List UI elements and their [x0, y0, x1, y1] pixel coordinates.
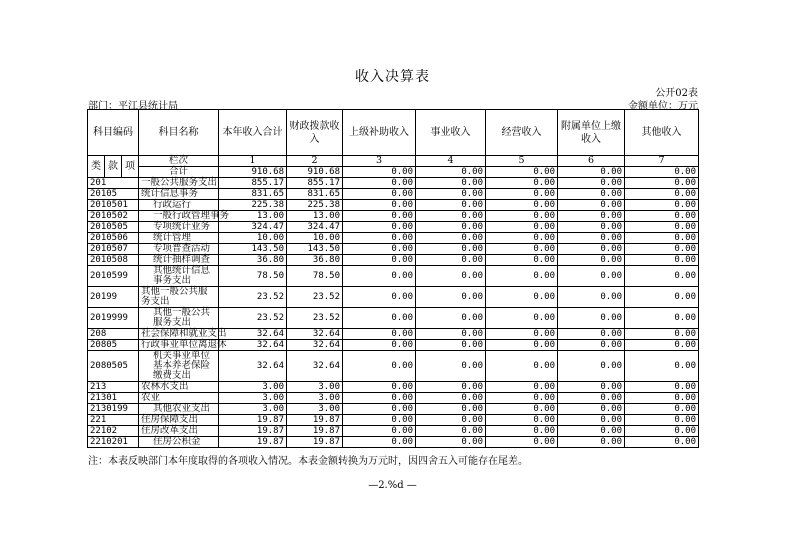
row-value: 0.00: [416, 340, 486, 351]
row-value: 0.00: [558, 415, 625, 426]
row-value: 0.00: [416, 426, 486, 437]
row-code: 20199: [88, 287, 139, 308]
header-total: 本年收入合计: [219, 110, 287, 156]
row-value: 0.00: [625, 437, 699, 448]
row-value: 855.17: [219, 178, 287, 189]
row-value: 3.00: [287, 382, 343, 393]
row-name: 一般公共服务支出: [139, 178, 219, 189]
total-cell: 0.00: [486, 167, 558, 178]
total-cell: 910.68: [219, 167, 287, 178]
row-value: 0.00: [416, 437, 486, 448]
row-code: 2010505: [88, 222, 139, 233]
row-value: 0.00: [486, 222, 558, 233]
table-row: [88, 189, 699, 200]
row-name: 其他统计信息事务支出: [139, 266, 219, 287]
row-code: 20805: [88, 340, 139, 351]
header-xiang: 项: [122, 156, 139, 178]
row-value: 0.00: [416, 255, 486, 266]
row-value: 0.00: [486, 415, 558, 426]
row-value: 0.00: [486, 189, 558, 200]
row-value: 0.00: [625, 329, 699, 340]
row-value: 0.00: [343, 382, 416, 393]
row-value: 32.64: [219, 329, 287, 340]
table-row: [88, 255, 699, 266]
amount-unit-label: 金额单位：万元: [628, 101, 698, 112]
row-value: 0.00: [558, 211, 625, 222]
lanci-col: 6: [558, 156, 625, 167]
row-value: 0.00: [486, 233, 558, 244]
row-value: 0.00: [625, 351, 699, 382]
row-value: 0.00: [343, 415, 416, 426]
department-label: 部门：平江县统计局: [88, 101, 178, 112]
row-value: 78.50: [219, 266, 287, 287]
row-value: 32.64: [287, 329, 343, 340]
row-value: 0.00: [343, 404, 416, 415]
total-cell: 0.00: [343, 167, 416, 178]
row-value: 0.00: [558, 351, 625, 382]
header-superior: 上级补助收入: [343, 110, 416, 156]
row-value: 0.00: [558, 287, 625, 308]
row-value: 19.87: [287, 437, 343, 448]
row-name: 农业: [139, 393, 219, 404]
table-row: [88, 404, 699, 415]
total-cell: 0.00: [416, 167, 486, 178]
row-value: 0.00: [558, 308, 625, 329]
row-value: 0.00: [343, 287, 416, 308]
row-name: 统计信息事务: [139, 189, 219, 200]
header-code: 科目编码: [88, 110, 139, 156]
row-value: 0.00: [486, 255, 558, 266]
table-row: [88, 178, 699, 189]
row-value: 0.00: [558, 200, 625, 211]
row-code: 2080505: [88, 351, 139, 382]
row-value: 143.50: [287, 244, 343, 255]
table-row: [88, 266, 699, 287]
header-business: 事业收入: [416, 110, 486, 156]
row-code: 2010508: [88, 255, 139, 266]
row-value: 3.00: [219, 393, 287, 404]
table-row: [88, 437, 699, 448]
row-code: 208: [88, 329, 139, 340]
row-name: 一般行政管理事务: [139, 211, 219, 222]
row-value: 0.00: [416, 244, 486, 255]
lanci-label: 栏次: [139, 156, 219, 167]
row-value: 36.80: [219, 255, 287, 266]
total-cell: 0.00: [625, 167, 699, 178]
row-value: 0.00: [625, 340, 699, 351]
row-value: 10.00: [287, 233, 343, 244]
table-row: [88, 244, 699, 255]
row-value: 36.80: [287, 255, 343, 266]
row-value: 0.00: [625, 211, 699, 222]
row-value: 0.00: [416, 200, 486, 211]
row-value: 0.00: [486, 244, 558, 255]
row-value: 13.00: [219, 211, 287, 222]
row-code: 201: [88, 178, 139, 189]
row-value: 0.00: [343, 351, 416, 382]
row-name: 行政事业单位离退休: [139, 340, 219, 351]
form-number: 公开02表: [655, 88, 698, 99]
row-value: 0.00: [416, 329, 486, 340]
row-value: 0.00: [416, 393, 486, 404]
row-value: 0.00: [416, 266, 486, 287]
row-value: 0.00: [486, 393, 558, 404]
row-value: 0.00: [343, 189, 416, 200]
row-name: 住房改革支出: [139, 426, 219, 437]
row-value: 0.00: [558, 340, 625, 351]
row-value: 0.00: [486, 437, 558, 448]
table-row: [88, 287, 699, 308]
row-value: 0.00: [343, 233, 416, 244]
row-value: 0.00: [625, 178, 699, 189]
row-value: 0.00: [558, 393, 625, 404]
row-value: 0.00: [416, 189, 486, 200]
row-value: 19.87: [287, 426, 343, 437]
row-value: 3.00: [287, 404, 343, 415]
row-value: 0.00: [625, 308, 699, 329]
row-value: 23.52: [287, 308, 343, 329]
row-name: 行政运行: [139, 200, 219, 211]
row-value: 0.00: [558, 437, 625, 448]
header-kuan: 款: [105, 156, 122, 178]
row-value: 831.65: [287, 189, 343, 200]
row-value: 0.00: [416, 351, 486, 382]
row-value: 3.00: [287, 393, 343, 404]
header-name: 科目名称: [139, 110, 219, 156]
row-value: 0.00: [625, 244, 699, 255]
header-lei: 类: [88, 156, 105, 178]
row-code: 21301: [88, 393, 139, 404]
row-value: 0.00: [486, 340, 558, 351]
row-name: 统计抽样调查: [139, 255, 219, 266]
row-code: 213: [88, 382, 139, 393]
row-code: 2019999: [88, 308, 139, 329]
header-other: 其他收入: [625, 110, 699, 156]
row-value: 0.00: [343, 244, 416, 255]
row-value: 0.00: [343, 255, 416, 266]
header-fiscal: 财政拨款收入: [287, 110, 343, 156]
row-value: 0.00: [558, 233, 625, 244]
row-value: 0.00: [486, 404, 558, 415]
row-value: 3.00: [219, 404, 287, 415]
row-value: 0.00: [343, 329, 416, 340]
table-row: [88, 200, 699, 211]
row-name: 专项普查活动: [139, 244, 219, 255]
row-value: 0.00: [625, 233, 699, 244]
row-value: 0.00: [625, 426, 699, 437]
row-value: 0.00: [343, 200, 416, 211]
total-cell: 910.68: [287, 167, 343, 178]
table-row: [88, 426, 699, 437]
row-value: 0.00: [558, 255, 625, 266]
row-value: 13.00: [287, 211, 343, 222]
header-affiliated: 附属单位上缴收入: [558, 110, 625, 156]
row-value: 0.00: [416, 415, 486, 426]
row-value: 19.87: [219, 415, 287, 426]
row-value: 0.00: [558, 266, 625, 287]
row-code: 22102: [88, 426, 139, 437]
row-value: 0.00: [558, 178, 625, 189]
row-value: 0.00: [343, 437, 416, 448]
header-operating: 经营收入: [486, 110, 558, 156]
row-value: 0.00: [416, 233, 486, 244]
table-row: [88, 415, 699, 426]
row-value: 0.00: [486, 287, 558, 308]
row-value: 78.50: [287, 266, 343, 287]
row-value: 0.00: [486, 426, 558, 437]
row-value: 324.47: [219, 222, 287, 233]
row-value: 0.00: [625, 200, 699, 211]
row-value: 0.00: [625, 287, 699, 308]
row-value: 324.47: [287, 222, 343, 233]
row-value: 3.00: [219, 382, 287, 393]
row-value: 0.00: [343, 340, 416, 351]
row-value: 0.00: [416, 404, 486, 415]
row-value: 0.00: [416, 382, 486, 393]
table-row: [88, 340, 699, 351]
row-value: 0.00: [558, 382, 625, 393]
row-value: 0.00: [343, 393, 416, 404]
row-value: 855.17: [287, 178, 343, 189]
row-name: 农林水支出: [139, 382, 219, 393]
lanci-col: 2: [287, 156, 343, 167]
lanci-col: 1: [219, 156, 287, 167]
row-value: 0.00: [558, 329, 625, 340]
row-value: 0.00: [625, 255, 699, 266]
page-number: —2.%d —: [368, 480, 417, 491]
row-code: 221: [88, 415, 139, 426]
row-value: 0.00: [625, 393, 699, 404]
row-value: 0.00: [625, 415, 699, 426]
row-value: 0.00: [343, 266, 416, 287]
row-value: 0.00: [486, 308, 558, 329]
row-value: 225.38: [287, 200, 343, 211]
income-table: [87, 109, 699, 448]
row-value: 0.00: [416, 287, 486, 308]
row-value: 0.00: [416, 211, 486, 222]
row-value: 0.00: [558, 222, 625, 233]
row-value: 0.00: [558, 404, 625, 415]
row-value: 32.64: [219, 340, 287, 351]
row-value: 0.00: [486, 382, 558, 393]
row-code: 2130199: [88, 404, 139, 415]
row-value: 23.52: [219, 308, 287, 329]
row-value: 19.87: [287, 415, 343, 426]
row-value: 23.52: [219, 287, 287, 308]
table-row: [88, 233, 699, 244]
row-name: 社会保障和就业支出: [139, 329, 219, 340]
lanci-row: [88, 156, 699, 167]
row-value: 0.00: [343, 211, 416, 222]
row-code: 2010506: [88, 233, 139, 244]
row-value: 143.50: [219, 244, 287, 255]
lanci-col: 7: [625, 156, 699, 167]
row-value: 0.00: [416, 222, 486, 233]
row-code: 2010507: [88, 244, 139, 255]
row-value: 0.00: [486, 200, 558, 211]
row-value: 225.38: [219, 200, 287, 211]
row-value: 831.65: [219, 189, 287, 200]
footnote: 注：本表反映部门本年度取得的各项收入情况。本表金额转换为万元时，因四舍五入可能存在尾差。: [88, 456, 528, 467]
row-value: 0.00: [343, 308, 416, 329]
report-title: 收入决算表: [355, 69, 430, 85]
table-row: [88, 382, 699, 393]
row-value: 0.00: [343, 426, 416, 437]
row-value: 0.00: [486, 266, 558, 287]
row-name: 统计管理: [139, 233, 219, 244]
table-row: [88, 329, 699, 340]
total-cell: 0.00: [558, 167, 625, 178]
row-value: 0.00: [558, 244, 625, 255]
row-code: 2010599: [88, 266, 139, 287]
table-row: [88, 351, 699, 382]
lanci-col: 3: [343, 156, 416, 167]
row-value: 0.00: [486, 329, 558, 340]
row-name: 其他农业支出: [139, 404, 219, 415]
row-code: 2010502: [88, 211, 139, 222]
row-value: 32.64: [287, 351, 343, 382]
row-code: 2210201: [88, 437, 139, 448]
header-row: [88, 110, 699, 156]
row-value: 0.00: [625, 189, 699, 200]
table-row: [88, 308, 699, 329]
row-value: 0.00: [625, 222, 699, 233]
row-name: 专项统计业务: [139, 222, 219, 233]
row-name: 其他一般公共服务支出: [139, 287, 219, 308]
table-row: [88, 393, 699, 404]
lanci-col: 4: [416, 156, 486, 167]
row-value: 0.00: [486, 211, 558, 222]
row-name: 其他一般公共服务支出: [139, 308, 219, 329]
row-value: 19.87: [219, 437, 287, 448]
row-value: 0.00: [558, 426, 625, 437]
row-code: 20105: [88, 189, 139, 200]
row-value: 0.00: [625, 266, 699, 287]
row-value: 0.00: [486, 178, 558, 189]
row-value: 0.00: [625, 382, 699, 393]
row-value: 0.00: [625, 404, 699, 415]
row-value: 0.00: [343, 178, 416, 189]
lanci-col: 5: [486, 156, 558, 167]
total-label: 合计: [139, 167, 219, 178]
row-value: 32.64: [287, 340, 343, 351]
total-row: [88, 167, 699, 178]
row-value: 0.00: [486, 351, 558, 382]
table-row: [88, 222, 699, 233]
row-value: 10.00: [219, 233, 287, 244]
row-value: 0.00: [416, 178, 486, 189]
row-value: 19.87: [219, 426, 287, 437]
row-code: 2010501: [88, 200, 139, 211]
row-name: 住房公积金: [139, 437, 219, 448]
row-name: 机关事业单位基本养老保险缴费支出: [139, 351, 219, 382]
row-value: 23.52: [287, 287, 343, 308]
table-row: [88, 211, 699, 222]
row-value: 32.64: [219, 351, 287, 382]
row-value: 0.00: [416, 308, 486, 329]
row-name: 住房保障支出: [139, 415, 219, 426]
row-value: 0.00: [343, 222, 416, 233]
row-value: 0.00: [558, 189, 625, 200]
